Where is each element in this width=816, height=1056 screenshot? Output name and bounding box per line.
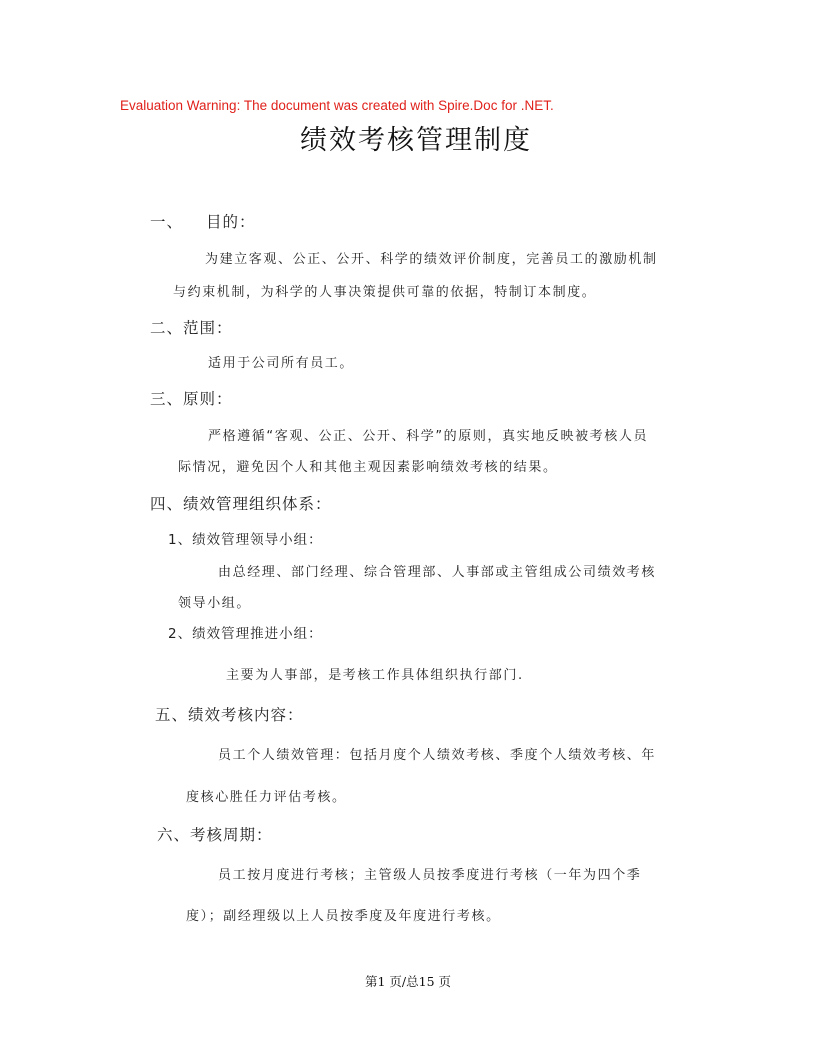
section-5-paragraph-line-2: 度核心胜任力评估考核。 <box>186 790 347 805</box>
section-5-heading: 五、绩效考核内容： <box>155 706 304 724</box>
section-6-heading: 六、考核周期： <box>157 826 273 844</box>
spire-evaluation-warning: Evaluation Warning: The document was created with Spire.Doc for .NET. <box>120 98 554 113</box>
section-4-sub-1-paragraph-line-1: 由总经理、部门经理、综合管理部、人事部或主管组成公司绩效考核 <box>218 565 657 580</box>
page-footer-page-number: 第1 页/总15 页 <box>364 974 452 989</box>
section-3-paragraph-line-1: 严格遵循“客观、公正、公开、科学”的原则，真实地反映被考核人员 <box>208 429 649 444</box>
section-4-heading: 四、绩效管理组织体系： <box>150 495 332 513</box>
section-1-heading: 目的： <box>206 213 256 231</box>
document-title: 绩效考核管理制度 <box>300 125 532 156</box>
section-2-paragraph-line-1: 适用于公司所有员工。 <box>208 356 355 371</box>
section-4-sub-2-paragraph-line-1: 主要为人事部，是考核工作具体组织执行部门. <box>226 668 524 683</box>
section-4-sub-2-heading: 2、绩效管理推进小组： <box>168 626 323 642</box>
section-6-paragraph-line-2: 度）；副经理级以上人员按季度及年度进行考核。 <box>186 909 501 924</box>
section-3-paragraph-line-2: 际情况，避免因个人和其他主观因素影响绩效考核的结果。 <box>178 460 558 475</box>
section-1-number: 一、 <box>150 213 184 231</box>
section-2-heading: 二、范围： <box>150 319 233 337</box>
section-6-paragraph-line-1: 员工按月度进行考核；主管级人员按季度进行考核（一年为四个季 <box>218 868 642 883</box>
section-4-sub-1-paragraph-line-2: 领导小组。 <box>178 596 252 611</box>
section-1-paragraph-line-1: 为建立客观、公正、公开、科学的绩效评价制度，完善员工的激励机制 <box>205 252 658 267</box>
section-4-sub-1-heading: 1、绩效管理领导小组： <box>168 532 323 548</box>
section-1-paragraph-line-2: 与约束机制，为科学的人事决策提供可靠的依据，特制订本制度。 <box>173 285 597 300</box>
section-5-paragraph-line-1: 员工个人绩效管理：包括月度个人绩效考核、季度个人绩效考核、年 <box>218 748 657 763</box>
section-3-heading: 三、原则： <box>150 390 233 408</box>
